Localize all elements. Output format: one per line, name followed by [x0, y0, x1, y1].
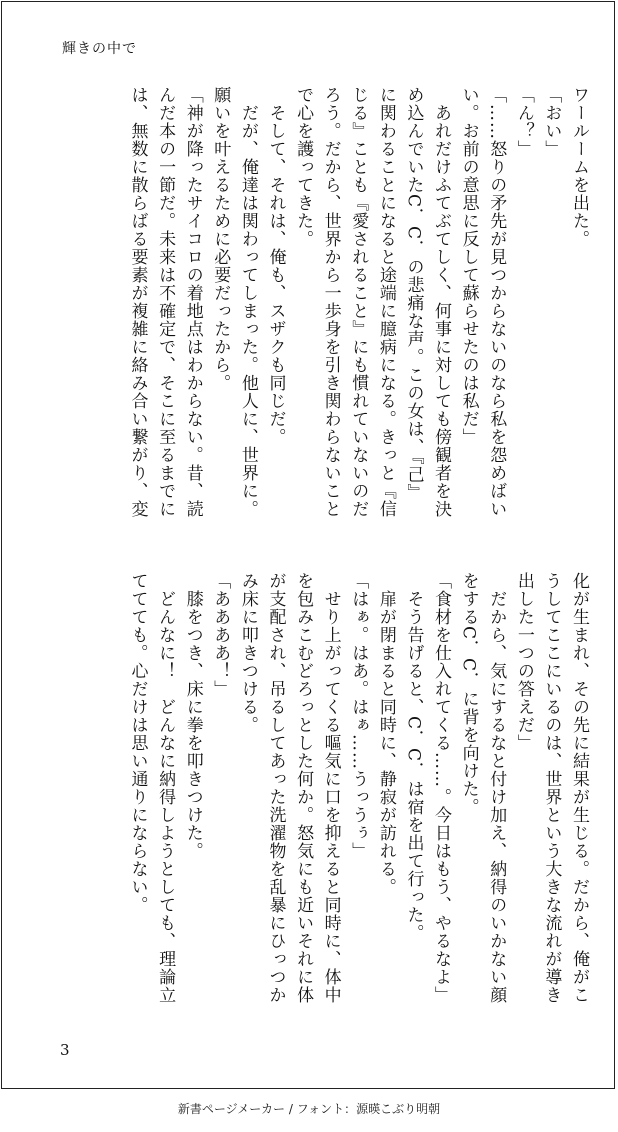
text-line: 「おい」	[541, 86, 562, 158]
text-line: み床に叩きつける。	[237, 572, 258, 734]
text-line: 願いを叶えるために必要だったから。	[210, 86, 231, 392]
text-line: 「ん？」	[513, 86, 534, 158]
text-line: だが、俺達は関わってしまった。他人に、世界に。	[237, 86, 258, 518]
text-line: そう告げると、C．C．は宿を出て行った。	[403, 572, 424, 943]
footer-credit: 新書ページメーカー / フォント：源暎こぶり明朝	[177, 1102, 441, 1116]
text-line: に関わることになると途端に臆病になる。きっと『信	[375, 86, 396, 518]
text-line: 出した一つの答えだ」	[513, 572, 534, 752]
text-line: を包みこむどろっとした何か。怒気にも近いそれに体	[293, 572, 314, 1004]
text-line: 膝をつき、床に拳を叩きつけた。	[182, 572, 203, 860]
text-line: じる』ことも『愛されること』にも慣れていないのだ	[348, 86, 369, 518]
text-line: んだ本の一節だ。未来は不確定で、そこに至るまでに	[155, 86, 176, 518]
text-line: だから、気にするなと付け加え、納得のいかない顔	[486, 572, 507, 1004]
page-number: 3	[60, 1041, 70, 1059]
text-line: ワールームを出た。	[569, 86, 589, 248]
text-line: 扉が閉まると同時に、静寂が訪れる。	[375, 572, 396, 896]
text-line: 「……怒りの矛先が見つからないのなら私を怨めばい	[486, 86, 507, 518]
text-line: い。お前の意思に反して蘇らせたのは私だ」	[458, 86, 479, 446]
running-header: 輝きの中で	[62, 41, 137, 57]
text-line: せり上がってくる嘔気に口を抑えると同時に、体中	[320, 572, 341, 1004]
text-line: 「食材を仕入れてくる……。今日はもう、やるなよ」	[431, 572, 452, 1004]
text-line: 「はぁ。はあ。はぁ……うっうぅ」	[348, 572, 369, 860]
text-line: 「神が降ったサイコロの着地点はわからない。昔、読	[182, 86, 203, 518]
text-line: うしてここにいるのは、世界という大きな流れが導き	[541, 572, 562, 1004]
text-line: 化が生まれ、その先に結果が生じる。だから、俺がこ	[569, 572, 589, 1004]
text-line: で心を護ってきた。	[293, 86, 314, 248]
text-line: ててても。心だけは思い通りにならない。	[127, 572, 148, 914]
text-line: どんなに！ どんなに納得しようとしても、理論立	[155, 572, 176, 1004]
text-line: は、無数に散らばる要素が複雑に絡み合い繋がり、変	[127, 86, 148, 518]
text-line: あれだけふてぶてしく、何事に対しても傍観者を決	[431, 86, 452, 518]
text-line: ろう。だから、世界から一歩身を引き関わらないこと	[320, 86, 341, 518]
text-line: をするC．C．に背を向けた。	[458, 572, 479, 817]
text-line: め込んでいたC．C．の悲痛な声。この女は、『己』	[403, 86, 424, 502]
text-column-bottom	[56, 572, 592, 1012]
text-line: 「ああああ！」	[210, 572, 231, 698]
text-line: そして、それは、俺も、スザクも同じだ。	[265, 86, 286, 446]
book-page	[1, 1, 615, 1089]
text-line: が支配され、吊るしてあった洗濯物を乱暴にひっつか	[265, 572, 286, 1004]
text-column-top	[56, 86, 592, 526]
